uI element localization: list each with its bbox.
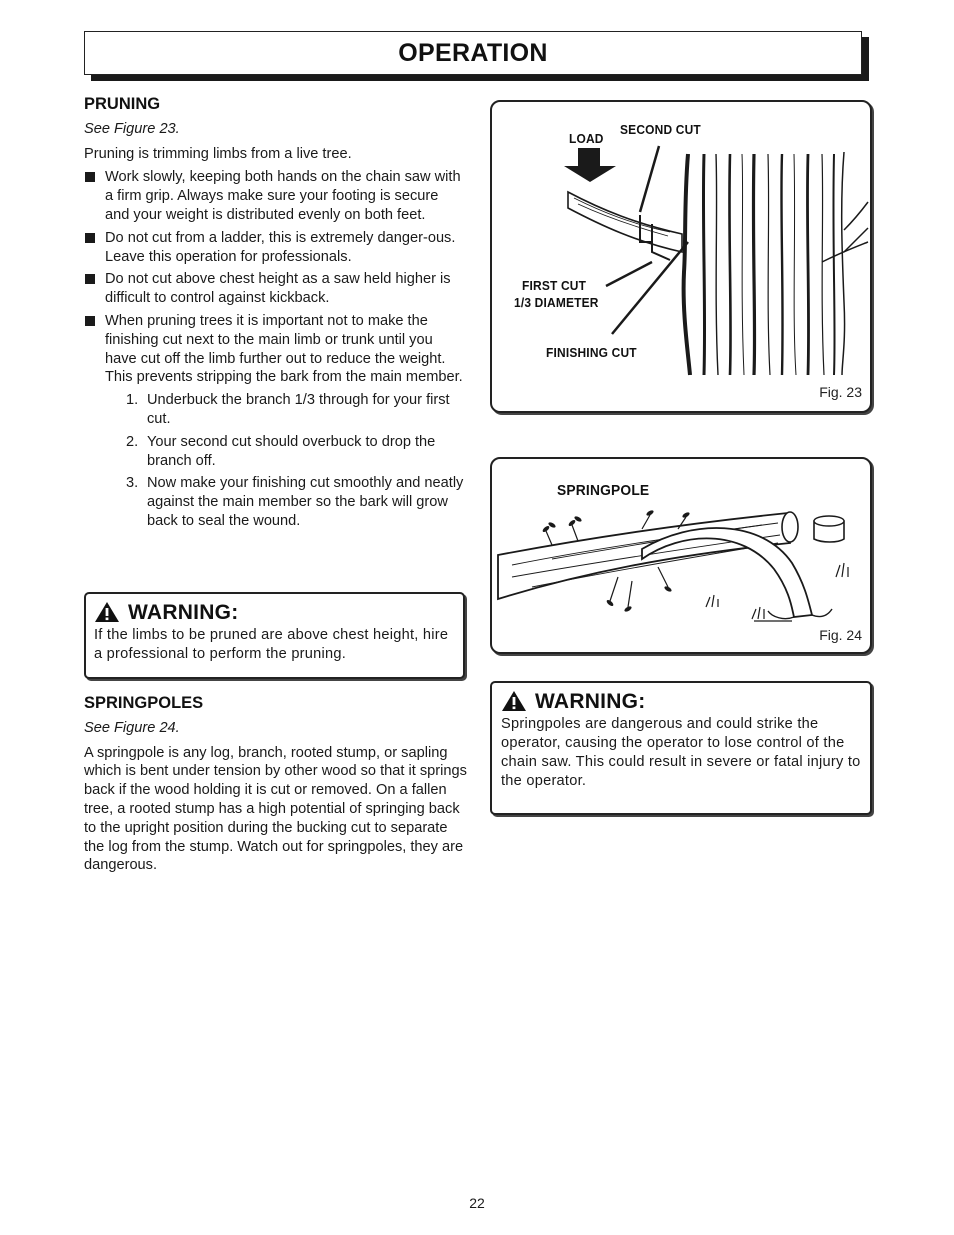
pruning-intro: Pruning is trimming limbs from a live tree. — [84, 145, 352, 162]
bullet-square-icon — [85, 233, 95, 243]
warning-heading: WARNING: — [501, 690, 861, 712]
pruning-steps — [105, 391, 464, 531]
warning-box-pruning — [84, 592, 465, 679]
page-title: OPERATION — [398, 38, 548, 67]
bullet-square-icon — [85, 316, 95, 326]
figure-24-caption: Fig. 24 — [819, 627, 862, 643]
warning-box-springpoles — [490, 681, 872, 815]
springpoles-section — [84, 694, 468, 875]
list-item: Do not cut from a ladder, this is extremely danger-ous. Leave this operation for professionals. — [84, 229, 464, 267]
section-title-box — [84, 31, 862, 75]
label-springpole: SPRINGPOLE — [557, 482, 650, 499]
springpoles-text: A springpole is any log, branch, rooted stump, or sapling which is bent under tension by other wood so that it springs back if the wood holding it is cut or removed. On a fallen tree, a rooted stump has a high potential of springing back to the upright position during the bucking cut to separate the log from the stump. Watch out for springpoles, they are dangerous. — [84, 744, 467, 874]
bullet-square-icon — [85, 172, 95, 182]
label-load: LOAD — [569, 131, 604, 146]
step-item: 1. Underbuck the branch 1/3 through for your first cut. — [126, 392, 450, 427]
springpoles-see-figure: See Figure 24. — [84, 719, 180, 736]
list-item: Work slowly, keeping both hands on the chain saw with a firm grip. Always make sure your footing is secure and your weight is distributed evenly on both feet. — [84, 168, 464, 224]
figure-23 — [490, 100, 872, 413]
label-first-cut: FIRST CUT — [522, 278, 587, 293]
bullet-square-icon — [85, 274, 95, 284]
warning-text: Springpoles are dangerous and could strike the operator, causing the operator to lose control of the chain saw. This could result in severe or fatal injury to the operator. — [501, 716, 861, 789]
warning-heading: WARNING: — [94, 601, 455, 623]
springpoles-heading: SPRINGPOLES — [84, 694, 204, 712]
warning-triangle-icon — [501, 690, 527, 712]
springpole-illustration — [492, 459, 870, 652]
step-item: 2. Your second cut should overbuck to drop the branch off. — [126, 433, 436, 469]
pruning-see-figure: See Figure 23. — [84, 120, 180, 137]
pruning-illustration — [492, 102, 870, 411]
warning-text: If the limbs to be pruned are above chest height, hire a professional to perform the pruning. — [94, 627, 449, 662]
pruning-heading: PRUNING — [84, 95, 161, 113]
label-second-cut: SECOND CUT — [620, 122, 701, 137]
left-column — [84, 95, 464, 535]
figure-24 — [490, 457, 872, 654]
figure-23-caption: Fig. 23 — [819, 384, 862, 400]
label-finishing-cut: FINISHING CUT — [546, 345, 637, 360]
page-number: 22 — [469, 1195, 485, 1211]
label-diameter: 1/3 DIAMETER — [514, 295, 599, 310]
list-item: Do not cut above chest height as a saw held higher is difficult to control against kickback. — [84, 270, 464, 308]
pruning-bullet-list — [84, 168, 464, 530]
list-item: When pruning trees it is important not to make the finishing cut next to the main limb or trunk until you have cut off the limb further out to reduce the weight. This prevents stripping the bark from the main member. 1. Underbuck the branch 1/3 through for your first cut. 2. Your second cut should overbuck to drop the branch off. 3. Now make your finishing cut smoothly and neatly against the main member so the bark will grow back to seal the wound. — [84, 312, 464, 531]
step-item: 3. Now make your finishing cut smoothly and neatly against the main member so the bark will grow back to seal the wound. — [126, 475, 464, 529]
warning-triangle-icon — [94, 601, 120, 623]
